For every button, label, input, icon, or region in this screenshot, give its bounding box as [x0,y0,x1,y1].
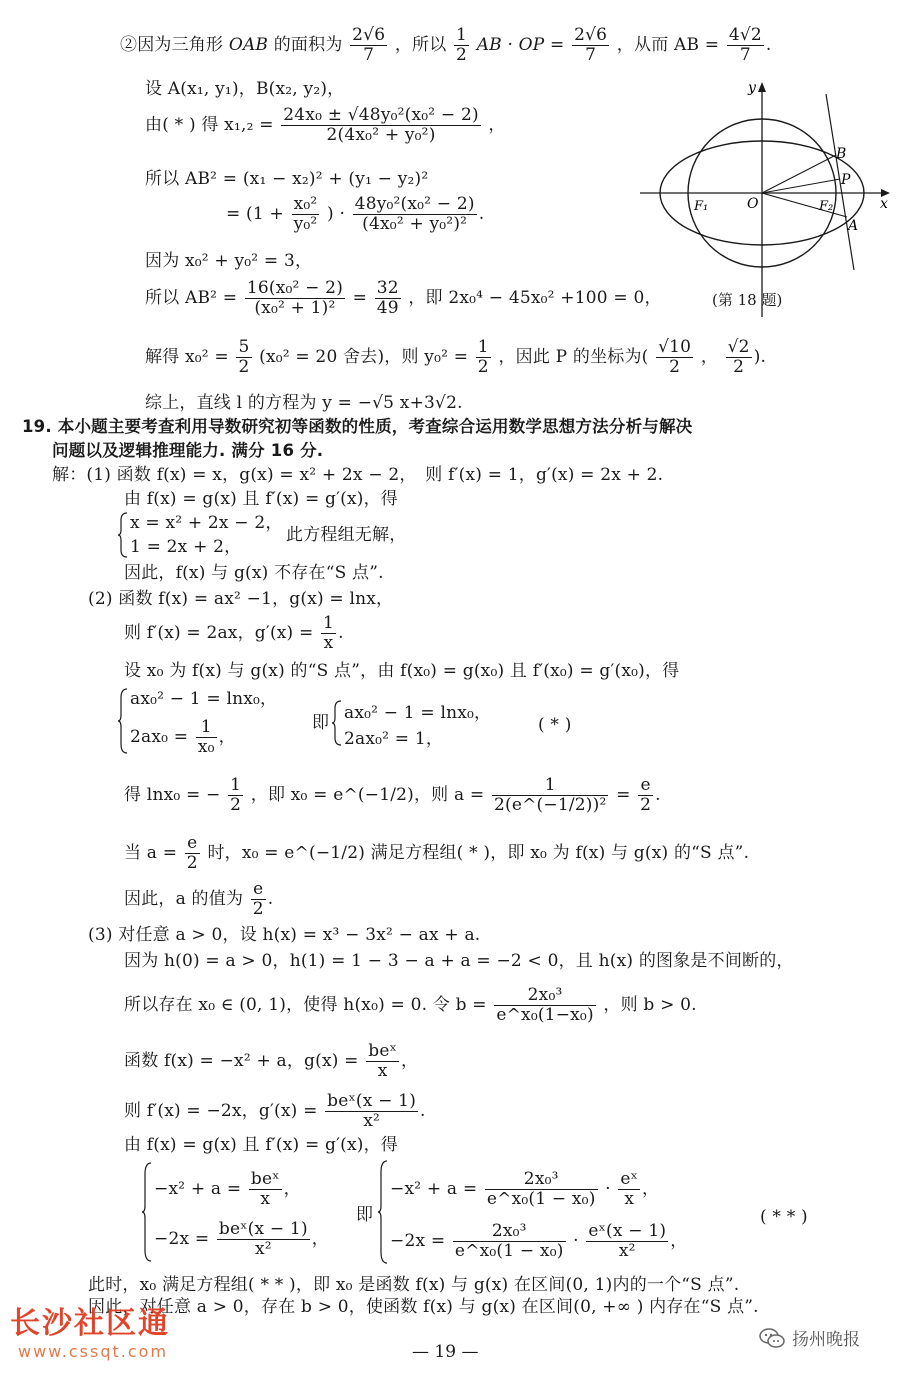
p19-part1-sys2: 1 = 2x + 2， [130,537,242,557]
text: ). [753,347,767,367]
numerator: √2 [727,337,750,357]
denominator: 2 [456,45,468,65]
denominator: x [323,633,334,653]
numerator: 16(x₀² − 2) [246,278,344,298]
text: 则 f′(x) = 2ax，g′(x) = [124,623,320,643]
numerator: 1 [456,25,468,45]
denominator: x [624,1189,635,1209]
p18-line-4: 所以 AB² = (x₁ − x₂)² + (y₁ − y₂)² [145,169,429,189]
p19-heading-1: 19. 本小题主要考查利用导数研究初等函数的性质，考查综合运用数学思想方法分析与解决 [22,417,693,436]
text: 所以 AB² = [145,288,243,308]
text: ) · [327,204,351,224]
fraction [727,26,764,65]
denominator: 2 [640,795,652,815]
text: 则 f′(x) = −2x，g′(x) = [124,1101,324,1121]
label-F1: F₁ [694,199,709,214]
denominator: 7 [739,45,751,65]
text: . [338,623,344,643]
p19-part3-line7: 此时，x₀ 满足方程组( * * )，即 x₀ 是函数 f(x) 与 g(x) 在区间(0, 1)内的一个“S 点”. [88,1275,740,1295]
p19-part2-star: ( * ) [538,715,572,735]
fraction [292,195,320,234]
fraction [726,338,752,377]
brace [118,512,128,558]
figure-18-ellipse-diagram [636,72,900,322]
p19-part1-note: 此方程组无解， [286,525,407,545]
p18-line-6: 因为 x₀² + y₀² = 3， [145,251,313,271]
fraction [251,880,266,919]
p18-line-7 [145,279,662,318]
p18-line-area [120,26,772,65]
p18-line-5 [226,195,484,234]
fraction [228,776,243,815]
text: ，即 x₀ = e^(−1/2)，则 a = [250,785,490,805]
p19-part2-sysA2 [130,718,236,757]
label-y: y [748,80,756,96]
numerator: x₀² [292,195,320,215]
numerator: eˣ(x − 1) [588,1221,667,1241]
label-O: O [747,196,759,212]
text: 时，x₀ = e^(−1/2) 满足方程组( * )，即 x₀ 为 f(x) 与 g(x) 的“S 点”. [207,843,750,863]
text: = (1 + [226,204,290,224]
denominator: x² [254,1239,272,1259]
fraction [494,986,595,1025]
y-axis-arrow [758,82,766,92]
numerator: beˣ [368,1041,397,1061]
text: ， [670,1231,688,1251]
fraction [236,338,251,377]
text: (x₀² = 20 舍去)，则 y₀² = [259,347,474,367]
denominator: 2 [186,853,198,873]
text: −x² + a = [154,1179,247,1199]
p19-part3-line6: 由 f(x) = g(x) 且 f′(x) = g′(x)，得 [124,1135,398,1155]
numerator: 1 [230,775,242,795]
numerator: beˣ [250,1169,280,1189]
watermark [10,1306,170,1362]
denominator: 49 [376,298,399,318]
page-number: — 19 — [412,1342,479,1362]
fraction [492,776,608,815]
numerator: 32 [376,278,399,298]
numerator: e [638,776,653,796]
numerator: 2x₀³ [485,1170,598,1190]
fraction [325,1092,418,1131]
text: · [573,1231,585,1251]
wechat-icon [758,1327,786,1349]
text: ②因为三角形 [120,35,229,55]
text: . [478,204,485,224]
text: · [605,1179,617,1199]
text: ， [218,727,236,747]
text: −x² + a = [390,1179,483,1199]
text: . [655,785,661,805]
numerator: 2√6 [574,25,608,45]
fraction [353,195,477,234]
text: 得 lnx₀ = − [124,785,221,805]
text: . [765,35,772,55]
p19-part2-line2 [124,614,344,653]
numerator: 5 [238,337,250,357]
fraction [485,1170,598,1209]
text: 由( * ) 得 x₁,₂ = [145,115,280,135]
fraction [476,338,491,377]
numerator: 48y₀²(x₀² − 2) [354,194,475,214]
p19-part2-sysB2: 2ax₀² = 1， [344,729,444,749]
text: ，则 b > 0. [603,995,697,1015]
segment-OA [762,193,847,217]
brand-badge [758,1325,860,1350]
denominator: y₀² [293,214,318,234]
p19-part3-line4 [124,1042,418,1081]
denominator: x [260,1189,271,1209]
fraction [454,26,469,65]
p18-conclusion: 综上，直线 l 的方程为 y = −√5 x+3√2. [145,393,463,413]
text: 因此，a 的值为 [124,889,244,909]
watermark-title: 长沙社区通 [10,1306,170,1341]
fraction [249,1170,282,1209]
p19-part3-line5 [124,1092,426,1131]
p19-part3-line2: 因为 h(0) = a > 0，h(1) = 1 − 3 − a + a = −2 < 0，且 h(x) 的图象是不间断的， [124,951,794,971]
p19-part3-conclusion: 因此，对任意 a > 0，存在 b > 0，使函数 f(x) 与 g(x) 在区间(0, +∞ ) 内存在“S 点”. [88,1297,759,1317]
text: 2ax₀ = [130,727,194,747]
p19-part1-line1: 解：(1) 函数 f(x) = x，g(x) = x² + 2x − 2， 则 f′(x) = 1，g′(x) = 2x + 2. [52,465,664,485]
brace [118,688,128,754]
brace [378,1160,388,1264]
denominator: x₀ [197,737,215,757]
denominator: 2 [252,899,264,919]
p19-part2-ji: 即 [312,713,330,733]
numerator: √10 [658,337,692,357]
text: ，所以 [394,35,447,55]
segment-OB [762,155,836,193]
text: −2x = [390,1231,451,1251]
text: ， [700,347,719,367]
numerator: 1 [492,776,608,796]
p19-part2-line3: 设 x₀ 为 f(x) 与 g(x) 的“S 点”，由 f(x₀) = g(x₀) 且 f′(x₀) = g′(x₀)，得 [124,661,680,681]
watermark-url: www.cssqt.com [18,1342,169,1361]
fraction [281,106,481,145]
p19-part1-sys1: x = x² + 2x − 2， [130,513,283,533]
fraction [375,279,401,318]
p19-part1-conclusion: 因此，f(x) 与 g(x) 不存在“S 点”. [124,563,384,583]
text: ， [311,1229,329,1249]
fraction [350,26,387,65]
denominator: x² [363,1111,380,1131]
text: ， [400,1051,419,1071]
numerator: 2x₀³ [453,1222,566,1242]
text: ，从而 AB = [616,35,725,55]
denominator: 2(4x₀² + y₀²) [326,125,436,145]
text: ， [642,1179,660,1199]
p19-part3-star2: ( * * ) [760,1207,808,1227]
denominator: 2 [669,357,681,377]
text: 所以存在 x₀ ∈ (0, 1)，使得 h(x₀) = 0. 令 b = [124,995,493,1015]
p19-part3-sysB1 [390,1170,659,1209]
fraction [196,718,217,757]
fraction [618,1170,640,1209]
p19-part2-conclusion [124,880,273,919]
text: . [267,889,274,909]
fraction [586,1222,668,1261]
denominator: 2 [238,357,250,377]
p19-part3-line1: (3) 对任意 a > 0，设 h(x) = x³ − 3x² − ax + a. [88,925,481,945]
denominator: (4x₀² + y₀²)² [362,214,468,234]
numerator: beˣ(x − 1) [327,1091,417,1111]
denominator: e^x₀(1 − x₀) [454,1241,564,1261]
numerator: 1 [323,613,335,633]
segment-OP [762,179,840,193]
p19-part2-line1: (2) 函数 f(x) = ax² −1，g(x) = lnx， [88,589,394,609]
numerator: eˣ [620,1169,639,1189]
brand-name: 扬州晚报 [792,1330,860,1350]
denominator: 2 [733,357,745,377]
denominator: 7 [585,45,597,65]
numerator: 1 [196,718,217,738]
label-P: P [841,172,851,188]
text: 的面积为 [268,35,343,55]
numerator: 2x₀³ [494,986,595,1006]
denominator: 7 [363,45,375,65]
p18-line-3 [145,106,506,145]
p19-part2-line4 [124,776,661,815]
p19-part3-sysB2 [390,1222,687,1261]
numerator: e [185,834,200,854]
label-F2: F₂ [819,199,834,214]
fraction [366,1042,399,1081]
numerator: beˣ(x − 1) [218,1219,308,1239]
p19-part2-sysB1: ax₀² − 1 = lnx₀， [344,703,492,723]
text: ， [488,115,506,135]
text: ，即 2x₀⁴ − 45x₀² +100 = 0， [408,288,662,308]
denominator: 2 [477,357,489,377]
fraction [638,776,653,815]
brace [332,700,342,746]
fraction [185,834,200,873]
denominator: e^x₀(1 − x₀) [486,1189,596,1209]
text: = [352,288,373,308]
text: 解得 x₀² = [145,347,235,367]
fraction [572,26,609,65]
p19-part2-line5 [124,834,749,873]
text: ， [283,1179,301,1199]
p19-heading-2: 问题以及逻辑推理能力. 满分 16 分. [52,441,324,460]
p19-part1-line2: 由 f(x) = g(x) 且 f′(x) = g′(x)，得 [124,489,398,509]
numerator: 4√2 [728,25,762,45]
text: OAB [228,35,269,55]
denominator: x² [618,1241,636,1261]
text: −2x = [154,1229,215,1249]
denominator: x [377,1061,388,1081]
denominator: e^x₀(1−x₀) [496,1005,594,1025]
p18-line-2: 设 A(x₁, y₁)，B(x₂, y₂)， [145,79,345,99]
fraction [656,338,693,377]
numerator: 2√6 [352,25,386,45]
text: = [616,785,637,805]
text: 当 a = [124,843,183,863]
p18-line-8 [145,338,766,377]
numerator: 24x₀ ± √48y₀²(x₀² − 2) [283,105,479,125]
figure-caption: (第 18 题) [712,291,783,309]
brace [142,1162,152,1262]
numerator: 1 [477,337,489,357]
text: 函数 f(x) = −x² + a，g(x) = [124,1051,365,1071]
p19-part3-line3 [124,986,697,1025]
text: AB · OP = [476,35,571,55]
denominator: 2 [230,795,242,815]
text: ，因此 P 的坐标为( [498,347,649,367]
text: . [420,1101,426,1121]
denominator: 2(e^(−1/2))² [493,795,607,815]
label-B: B [836,146,847,162]
fraction [245,279,345,318]
p19-part3-sysA1 [154,1170,301,1209]
fraction [217,1220,310,1259]
p19-part3-sysA2 [154,1220,329,1259]
numerator: e [251,880,266,900]
p19-part3-ji: 即 [356,1205,374,1225]
label-A: A [848,218,859,234]
fraction [321,614,336,653]
p19-part2-sysA1: ax₀² − 1 = lnx₀， [130,689,278,709]
denominator: (x₀² + 1)² [254,298,336,318]
label-x: x [880,196,888,212]
fraction [453,1222,566,1261]
